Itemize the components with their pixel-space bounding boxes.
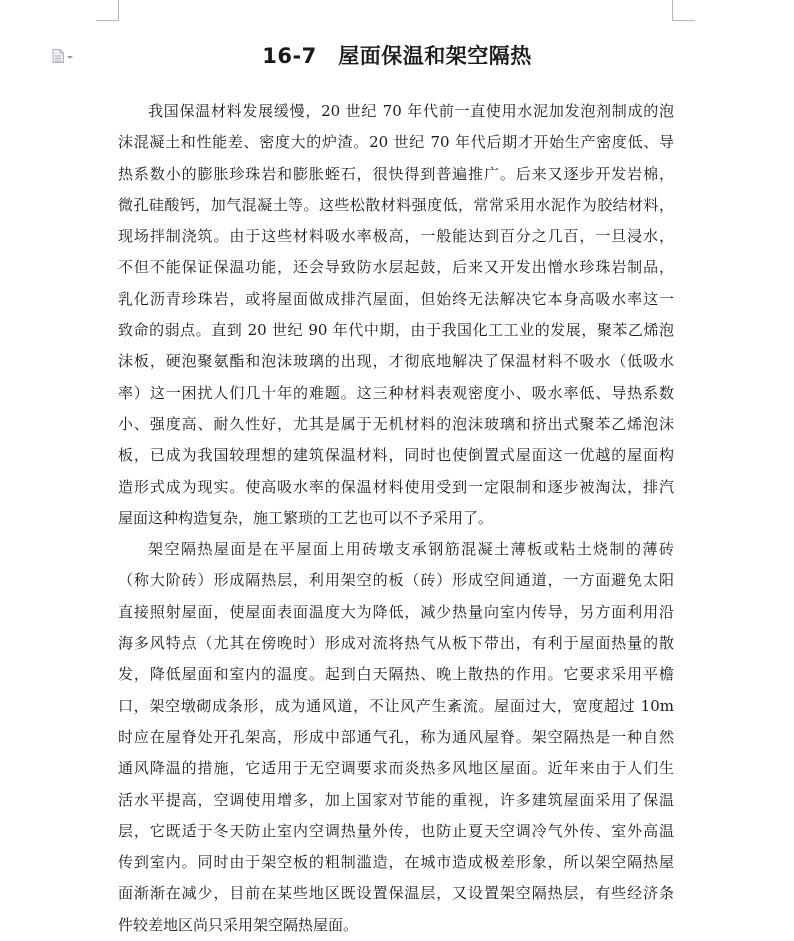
page-corner-mark-top-right bbox=[672, 0, 695, 21]
document-body bbox=[118, 96, 674, 941]
paragraph-line: 我国保温材料发展缓慢，20 世纪 70 年代前一直使用水泥加发泡剂制成的泡 bbox=[148, 102, 674, 120]
paragraph-line: 活水平提高，空调使用增多，加上国家对节能的重视，许多建筑屋面采用了保温 bbox=[118, 790, 674, 809]
paragraph-line: 面渐渐在减少，目前在某些地区既设置保温层，又设置架空隔热层，有些经济条 bbox=[118, 884, 674, 903]
paragraph-line: 沫混凝土和性能差、密度大的炉渣。20 世纪 70 年代后期才开始生产密度低、导 bbox=[118, 133, 674, 152]
paragraph bbox=[118, 534, 674, 941]
paragraph-line: 海多风特点（尤其在傍晚时）形成对流将热气从板下带出，有利于屋面热量的散 bbox=[118, 634, 674, 653]
paragraph-line: 架空隔热屋面是在平屋面上用砖墩支承钢筋混凝土薄板或粘土烧制的薄砖 bbox=[148, 540, 674, 559]
paragraph-line: 沫板，硬泡聚氨酯和泡沫玻璃的出现，才彻底地解决了保温材料不吸水（低吸水 bbox=[118, 352, 674, 371]
paragraph-line: 热系数小的膨胀珍珠岩和膨胀蛭石，很快得到普遍推广。后来又逐步开发岩棉， bbox=[118, 164, 674, 183]
paragraph-line: 不但不能保证保温功能，还会导致防水层起鼓，后来又开发出憎水珍珠岩制品， bbox=[118, 258, 674, 277]
paragraph-line: 小、强度高、耐久性好，尤其是属于无机材料的泡沫玻璃和挤出式聚苯乙烯泡沫 bbox=[118, 414, 674, 433]
page-corner-mark-top-left bbox=[96, 0, 119, 21]
paragraph-line: 传到室内。同时由于架空板的粗制滥造，在城市造成极差形象，所以架空隔热屋 bbox=[118, 853, 674, 872]
paragraph-line: 造形式成为现实。使高吸水率的保温材料使用受到一定限制和逐步被淘汰，排汽 bbox=[118, 477, 674, 496]
paragraph-line: 通风降温的措施，它适用于无空调要求而炎热多风地区屋面。近年来由于人们生 bbox=[118, 759, 674, 778]
paragraph-line: 件较差地区尚只采用架空隔热屋面。 bbox=[118, 915, 359, 934]
paragraph-line: 层，它既适于冬天防止室内空调热量外传，也防止夏天空调冷气外传、室外高温 bbox=[118, 821, 674, 840]
paragraph-line: （称大阶砖）形成隔热层，利用架空的板（砖）形成空间通道，一方面避免太阳 bbox=[118, 571, 674, 590]
paragraph-line: 率）这一困扰人们几十年的难题。这三种材料表观密度小、吸水率低、导热系数 bbox=[118, 383, 674, 402]
paragraph bbox=[118, 96, 674, 534]
page-title: 16-7 屋面保温和架空隔热 bbox=[262, 44, 532, 68]
paragraph-line: 口，架空墩砌成条形，成为通风道，不让风产生紊流。屋面过大，宽度超过 10m bbox=[118, 696, 674, 715]
paragraph-line: 板，已成为我国较理想的建筑保温材料，同时也使倒置式屋面这一优越的屋面构 bbox=[118, 446, 674, 465]
paragraph-line: 乳化沥青珍珠岩，或将屋面做成排汽屋面，但始终无法解决它本身高吸水率这一 bbox=[118, 289, 674, 308]
paragraph-line: 致命的弱点。直到 20 世纪 90 年代中期，由于我国化工工业的发展，聚苯乙烯泡 bbox=[118, 321, 674, 340]
paragraph-line: 屋面这种构造复杂，施工繁琐的工艺也可以不予采用了。 bbox=[118, 508, 494, 527]
paragraph-line: 时应在屋脊处开孔架高，形成中部通气孔，称为通风屋脊。架空隔热是一种自然 bbox=[118, 727, 674, 746]
paragraph-line: 现场拌制浇筑。由于这些材料吸水率极高，一般能达到百分之几百，一旦浸水， bbox=[118, 227, 674, 246]
paragraph-line: 微孔硅酸钙，加气混凝土等。这些松散材料强度低，常常采用水泥作为胶结材料， bbox=[118, 195, 674, 214]
paragraph-line: 发，降低屋面和室内的温度。起到白天隔热、晚上散热的作用。它要求采用平檐 bbox=[118, 665, 674, 684]
paragraph-line: 直接照射屋面，使屋面表面温度大为降低，减少热量向室内传导，另方面利用沿 bbox=[118, 602, 674, 621]
